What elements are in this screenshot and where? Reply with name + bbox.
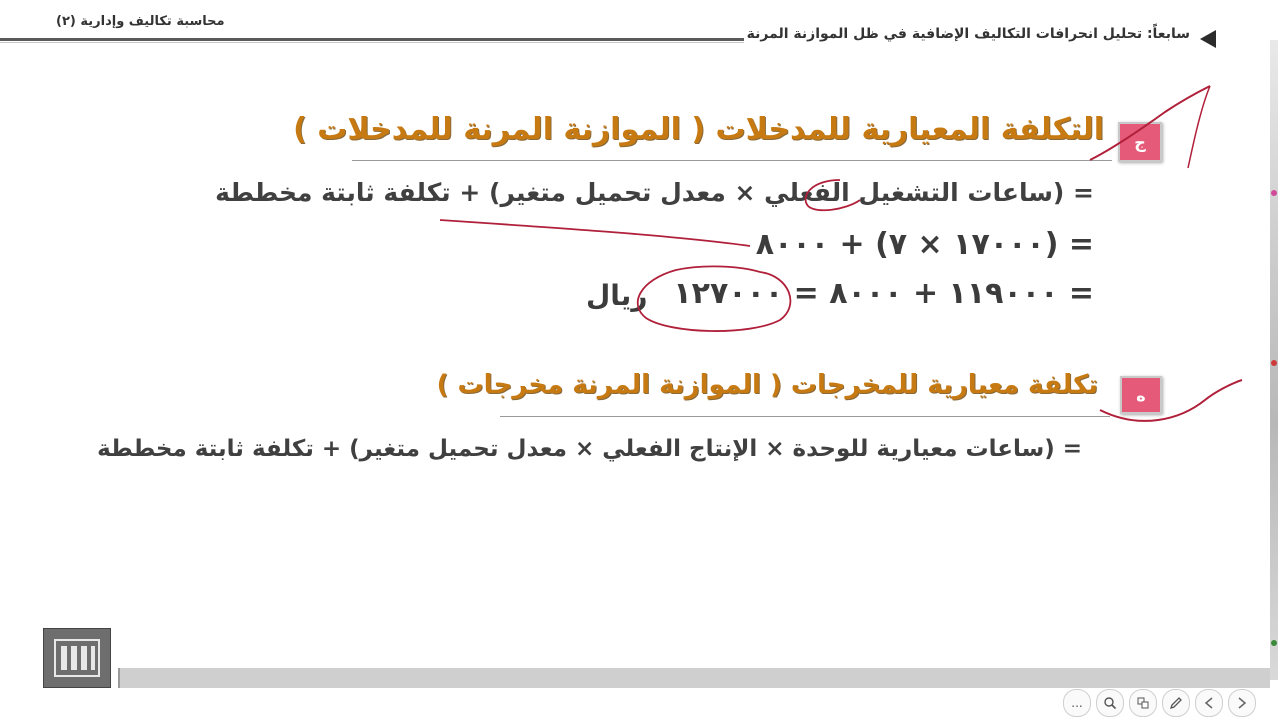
pen-icon [1169,696,1183,710]
section1-title-rule [352,160,1112,161]
section2-formula: = (ساعات معيارية للوحدة × الإنتاج الفعلي × معدل تحميل متغير) + تكلفة ثابتة مخططة [97,436,1082,462]
currency-label: ريال [586,279,648,312]
progress-bar-edge [118,668,120,688]
header-rule [0,38,744,41]
section1-result: = ١١٩٠٠٠ + ٨٠٠٠ = ١٢٧٠٠٠ [673,276,1094,311]
logo-icon [53,638,101,678]
slides-icon [1136,696,1150,710]
back-button[interactable] [1195,689,1223,717]
slides-button[interactable] [1129,689,1157,717]
header-rule-thin [0,42,744,43]
slide-heading: سابعاً: تحليل انحرافات التكاليف الإضافية في ظل الموازنة المرنة [746,26,1190,42]
zoom-button[interactable] [1096,689,1124,717]
university-logo [43,628,111,688]
more-icon: ... [1071,696,1083,710]
forward-icon [1235,696,1249,710]
play-arrow-icon [1200,30,1216,48]
player-toolbar [1063,689,1256,717]
section2-title-rule [500,416,1110,417]
section1-formula: = (ساعات التشغيل الفعلي × معدل تحميل متغير) + تكلفة ثابتة مخططة [215,178,1094,207]
check-stroke-icon [1188,86,1210,168]
forward-button[interactable] [1228,689,1256,717]
more-button[interactable] [1063,689,1091,717]
section1-computation: = (١٧٠٠٠ × ٧) + ٨٠٠٠ [755,227,1094,262]
side-dot-icon [1271,360,1277,366]
side-strip [1270,40,1278,680]
section-badge-2: ه [1120,376,1162,414]
section-badge-1: ج [1118,122,1162,162]
back-icon [1202,696,1216,710]
progress-bar [118,668,1270,688]
section2-title: تكلفة معيارية للمخرجات ( الموازنة المرنة مخرجات ) [436,370,1098,400]
course-title: محاسبة تكاليف وإدارية (٢) [56,14,225,29]
side-dot-icon [1271,190,1277,196]
side-dot-icon [1271,640,1277,646]
section1-title: التكلفة المعيارية للمدخلات ( الموازنة المرنة للمدخلات ) [293,112,1104,147]
pen-button[interactable] [1162,689,1190,717]
zoom-icon [1103,696,1117,710]
underline-stroke-icon [440,220,750,246]
